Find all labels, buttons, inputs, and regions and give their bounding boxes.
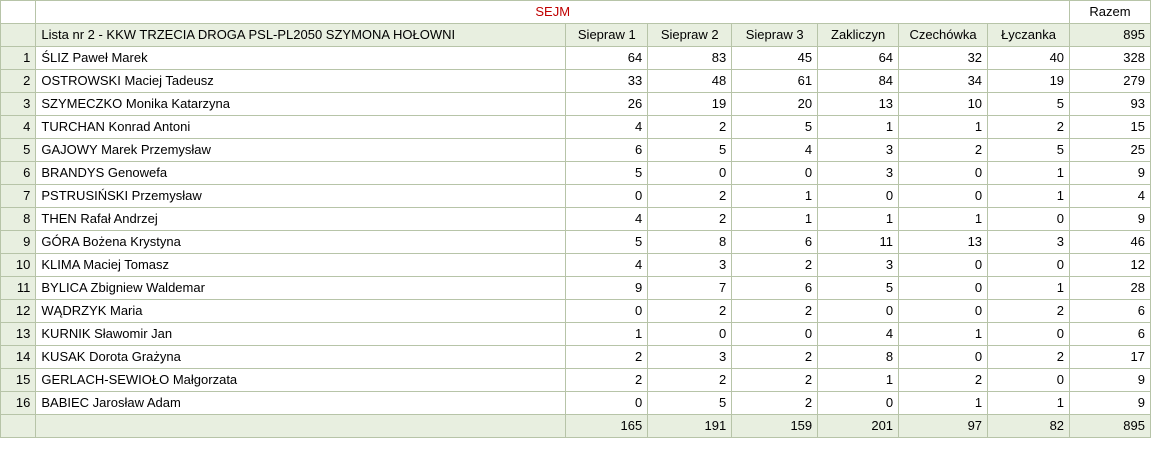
vote-count: 61 xyxy=(732,70,818,93)
row-index: 14 xyxy=(1,346,36,369)
vote-count: 0 xyxy=(648,162,732,185)
vote-count: 1 xyxy=(732,185,818,208)
vote-count: 0 xyxy=(988,208,1070,231)
vote-count: 34 xyxy=(899,70,988,93)
row-index: 12 xyxy=(1,300,36,323)
vote-count: 0 xyxy=(732,323,818,346)
vote-count: 0 xyxy=(818,185,899,208)
table-row xyxy=(1,392,1151,415)
table-row xyxy=(1,47,1151,70)
vote-count: 7 xyxy=(648,277,732,300)
vote-count: 0 xyxy=(566,185,648,208)
vote-count: 1 xyxy=(732,208,818,231)
vote-count: 1 xyxy=(899,208,988,231)
candidate-name: THEN Rafał Andrzej xyxy=(36,208,566,231)
table-row xyxy=(1,254,1151,277)
vote-count: 0 xyxy=(899,346,988,369)
vote-count: 11 xyxy=(818,231,899,254)
vote-count: 3 xyxy=(818,139,899,162)
table-row xyxy=(1,162,1151,185)
row-index: 5 xyxy=(1,139,36,162)
vote-count: 0 xyxy=(988,323,1070,346)
vote-count: 2 xyxy=(899,369,988,392)
vote-count: 2 xyxy=(566,346,648,369)
row-total: 6 xyxy=(1070,300,1151,323)
vote-count: 0 xyxy=(566,300,648,323)
vote-count: 0 xyxy=(988,254,1070,277)
row-total: 9 xyxy=(1070,369,1151,392)
header-column-siepraw-1: Siepraw 1 xyxy=(566,24,648,47)
row-total: 279 xyxy=(1070,70,1151,93)
table-row xyxy=(1,231,1151,254)
vote-count: 3 xyxy=(818,254,899,277)
candidate-name: BRANDYS Genowefa xyxy=(36,162,566,185)
row-total: 6 xyxy=(1070,323,1151,346)
vote-count: 1 xyxy=(818,369,899,392)
vote-count: 2 xyxy=(648,208,732,231)
vote-count: 8 xyxy=(818,346,899,369)
row-total: 25 xyxy=(1070,139,1151,162)
vote-count: 3 xyxy=(648,254,732,277)
candidate-name: GERLACH-SEWIOŁO Małgorzata xyxy=(36,369,566,392)
row-total: 9 xyxy=(1070,392,1151,415)
vote-count: 40 xyxy=(988,47,1070,70)
vote-count: 0 xyxy=(899,254,988,277)
vote-count: 0 xyxy=(732,162,818,185)
vote-count: 4 xyxy=(566,116,648,139)
vote-count: 0 xyxy=(566,392,648,415)
vote-count: 8 xyxy=(648,231,732,254)
column-total: 97 xyxy=(899,415,988,438)
row-index: 4 xyxy=(1,116,36,139)
vote-count: 1 xyxy=(566,323,648,346)
vote-count: 5 xyxy=(988,93,1070,116)
table-row xyxy=(1,369,1151,392)
title-left-spacer xyxy=(1,1,36,24)
footer-label-cell xyxy=(36,415,566,438)
table-header-row xyxy=(1,24,1151,47)
table-row xyxy=(1,116,1151,139)
header-column-lyczanka: Łyczanka xyxy=(988,24,1070,47)
candidate-name: GÓRA Bożena Krystyna xyxy=(36,231,566,254)
candidate-name: GAJOWY Marek Przemysław xyxy=(36,139,566,162)
vote-count: 83 xyxy=(648,47,732,70)
vote-count: 1 xyxy=(899,116,988,139)
committee-list-header: Lista nr 2 - KKW TRZECIA DROGA PSL-PL2050 SZYMONA HOŁOWNI xyxy=(36,24,566,47)
page-title: SEJM xyxy=(36,1,1070,24)
vote-count: 5 xyxy=(732,116,818,139)
vote-count: 10 xyxy=(899,93,988,116)
vote-count: 1 xyxy=(818,208,899,231)
vote-count: 2 xyxy=(988,346,1070,369)
vote-count: 5 xyxy=(566,231,648,254)
vote-count: 19 xyxy=(648,93,732,116)
vote-count: 2 xyxy=(566,369,648,392)
vote-count: 9 xyxy=(566,277,648,300)
vote-count: 2 xyxy=(648,116,732,139)
row-total: 17 xyxy=(1070,346,1151,369)
candidate-name: SZYMECZKO Monika Katarzyna xyxy=(36,93,566,116)
vote-count: 26 xyxy=(566,93,648,116)
vote-count: 13 xyxy=(818,93,899,116)
vote-count: 2 xyxy=(732,392,818,415)
vote-count: 5 xyxy=(818,277,899,300)
vote-count: 3 xyxy=(818,162,899,185)
row-index: 15 xyxy=(1,369,36,392)
row-index: 13 xyxy=(1,323,36,346)
vote-count: 64 xyxy=(818,47,899,70)
row-total: 9 xyxy=(1070,162,1151,185)
table-row xyxy=(1,70,1151,93)
vote-count: 48 xyxy=(648,70,732,93)
candidate-name: WĄDRZYK Maria xyxy=(36,300,566,323)
vote-count: 1 xyxy=(899,323,988,346)
title-row xyxy=(1,1,1151,24)
vote-count: 0 xyxy=(899,300,988,323)
vote-count: 2 xyxy=(732,369,818,392)
vote-count: 32 xyxy=(899,47,988,70)
vote-count: 5 xyxy=(566,162,648,185)
row-total: 93 xyxy=(1070,93,1151,116)
vote-count: 6 xyxy=(566,139,648,162)
vote-count: 64 xyxy=(566,47,648,70)
vote-count: 1 xyxy=(988,392,1070,415)
vote-count: 0 xyxy=(899,185,988,208)
vote-count: 0 xyxy=(899,277,988,300)
table-row xyxy=(1,323,1151,346)
vote-count: 0 xyxy=(988,369,1070,392)
vote-count: 2 xyxy=(732,254,818,277)
column-total: 82 xyxy=(988,415,1070,438)
vote-count: 2 xyxy=(988,116,1070,139)
vote-count: 1 xyxy=(988,185,1070,208)
row-total: 4 xyxy=(1070,185,1151,208)
vote-count: 2 xyxy=(648,369,732,392)
vote-count: 2 xyxy=(899,139,988,162)
row-index: 2 xyxy=(1,70,36,93)
column-total: 165 xyxy=(566,415,648,438)
candidate-name: TURCHAN Konrad Antoni xyxy=(36,116,566,139)
candidate-name: KLIMA Maciej Tomasz xyxy=(36,254,566,277)
vote-count: 84 xyxy=(818,70,899,93)
header-column-siepraw-2: Siepraw 2 xyxy=(648,24,732,47)
total-column-header: Razem xyxy=(1070,1,1151,24)
vote-count: 3 xyxy=(648,346,732,369)
vote-count: 5 xyxy=(648,139,732,162)
row-index: 6 xyxy=(1,162,36,185)
column-total: 191 xyxy=(648,415,732,438)
column-total: 201 xyxy=(818,415,899,438)
row-index: 3 xyxy=(1,93,36,116)
vote-count: 1 xyxy=(988,162,1070,185)
candidate-name: ŚLIZ Paweł Marek xyxy=(36,47,566,70)
candidate-name: BABIEC Jarosław Adam xyxy=(36,392,566,415)
vote-count: 4 xyxy=(732,139,818,162)
vote-count: 0 xyxy=(899,162,988,185)
grand-total: 895 xyxy=(1070,415,1151,438)
candidate-name: KUSAK Dorota Grażyna xyxy=(36,346,566,369)
vote-count: 2 xyxy=(732,346,818,369)
row-index: 16 xyxy=(1,392,36,415)
table-row xyxy=(1,208,1151,231)
header-column-siepraw-3: Siepraw 3 xyxy=(732,24,818,47)
header-column-czechowka: Czechówka xyxy=(899,24,988,47)
vote-count: 6 xyxy=(732,231,818,254)
header-column-zakliczyn: Zakliczyn xyxy=(818,24,899,47)
vote-count: 33 xyxy=(566,70,648,93)
row-total: 15 xyxy=(1070,116,1151,139)
row-index: 8 xyxy=(1,208,36,231)
vote-count: 6 xyxy=(732,277,818,300)
row-total: 12 xyxy=(1070,254,1151,277)
vote-count: 1 xyxy=(818,116,899,139)
table-footer-row xyxy=(1,415,1151,438)
vote-count: 13 xyxy=(899,231,988,254)
vote-count: 5 xyxy=(988,139,1070,162)
vote-count: 5 xyxy=(648,392,732,415)
row-total: 328 xyxy=(1070,47,1151,70)
row-index: 10 xyxy=(1,254,36,277)
row-index: 1 xyxy=(1,47,36,70)
vote-count: 20 xyxy=(732,93,818,116)
row-index: 9 xyxy=(1,231,36,254)
vote-count: 19 xyxy=(988,70,1070,93)
header-total-value: 895 xyxy=(1070,24,1151,47)
table-row xyxy=(1,139,1151,162)
vote-count: 4 xyxy=(818,323,899,346)
table-row xyxy=(1,93,1151,116)
column-total: 159 xyxy=(732,415,818,438)
candidate-name: KURNIK Sławomir Jan xyxy=(36,323,566,346)
candidate-name: OSTROWSKI Maciej Tadeusz xyxy=(36,70,566,93)
table-row xyxy=(1,300,1151,323)
candidate-name: BYLICA Zbigniew Waldemar xyxy=(36,277,566,300)
footer-index-cell xyxy=(1,415,36,438)
vote-count: 4 xyxy=(566,254,648,277)
row-total: 9 xyxy=(1070,208,1151,231)
vote-count: 1 xyxy=(988,277,1070,300)
vote-count: 2 xyxy=(648,300,732,323)
vote-count: 45 xyxy=(732,47,818,70)
vote-count: 2 xyxy=(648,185,732,208)
vote-count: 0 xyxy=(818,300,899,323)
vote-count: 1 xyxy=(899,392,988,415)
table-row xyxy=(1,277,1151,300)
vote-count: 3 xyxy=(988,231,1070,254)
vote-count: 2 xyxy=(988,300,1070,323)
vote-count: 0 xyxy=(648,323,732,346)
vote-count: 4 xyxy=(566,208,648,231)
row-index: 11 xyxy=(1,277,36,300)
row-total: 28 xyxy=(1070,277,1151,300)
table-row xyxy=(1,346,1151,369)
table-row xyxy=(1,185,1151,208)
vote-count: 0 xyxy=(818,392,899,415)
vote-count: 2 xyxy=(732,300,818,323)
row-index: 7 xyxy=(1,185,36,208)
header-index-cell xyxy=(1,24,36,47)
row-total: 46 xyxy=(1070,231,1151,254)
candidate-name: PSTRUSIŃSKI Przemysław xyxy=(36,185,566,208)
